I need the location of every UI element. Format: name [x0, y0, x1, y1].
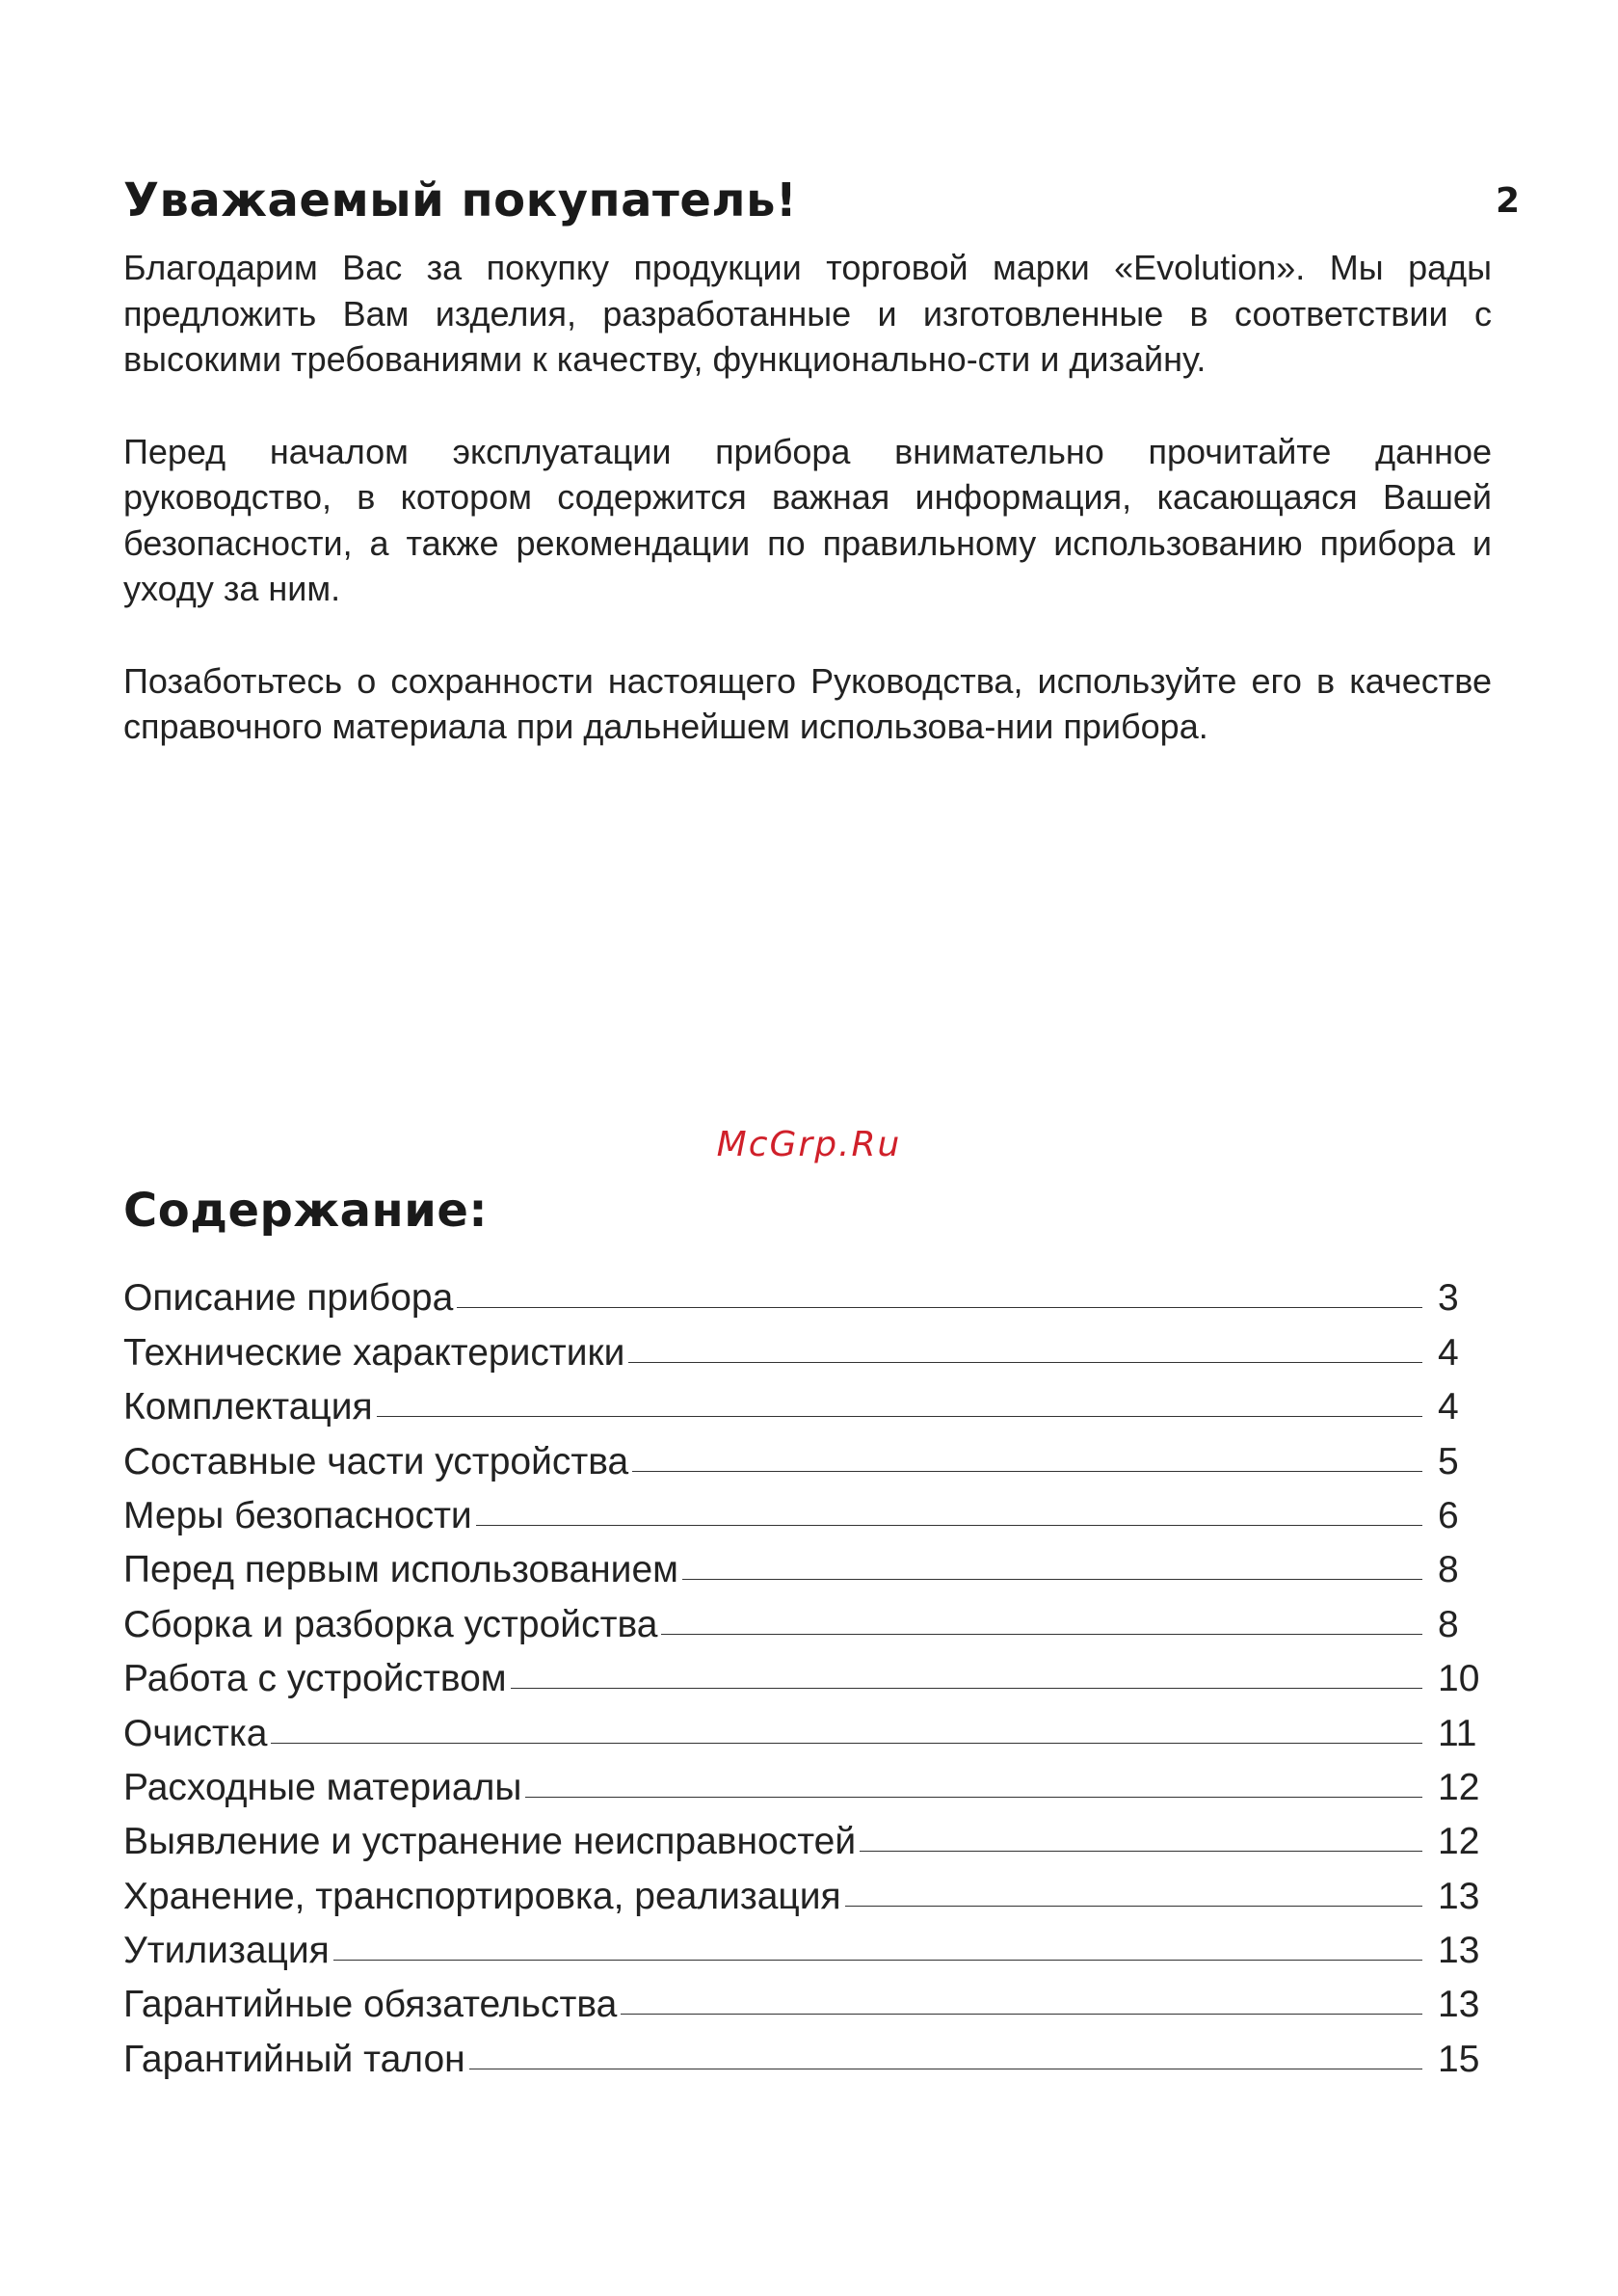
toc-item[interactable]	[123, 1483, 1496, 1537]
toc-item-label: Перед первым использованием	[123, 1549, 678, 1591]
watermark: McGrp.Ru	[716, 1125, 902, 1164]
toc-item-label: Комплектация	[123, 1386, 373, 1428]
toc-item-page: 11	[1438, 1712, 1477, 1754]
toc-leader-line	[333, 1960, 1422, 1961]
toc-leader-line	[661, 1634, 1422, 1635]
toc-item-page: 4	[1438, 1331, 1459, 1374]
greeting-title: Уважаемый покупатель!	[123, 174, 798, 227]
toc-item[interactable]	[123, 1266, 1496, 1320]
toc-item[interactable]	[123, 1755, 1496, 1809]
toc-item[interactable]	[123, 1972, 1496, 2026]
toc-leader-line	[476, 1525, 1422, 1526]
toc-leader-line	[525, 1797, 1422, 1798]
toc-item-label: Описание прибора	[123, 1277, 454, 1320]
intro-paragraph-1: Благодарим Вас за покупку продукции торговой марки «Evolution». Мы рады предложить Вам изделия, разработанные и изготовленные в соответствии с высокими требованиями к качеству, функционально-сти и дизайну.	[123, 248, 1492, 379]
toc-item[interactable]	[123, 2026, 1496, 2080]
toc-item-label: Хранение, транспортировка, реализация	[123, 1875, 841, 1917]
toc-item-page: 5	[1438, 1440, 1459, 1482]
toc-item-label: Гарантийные обязательства	[123, 1984, 618, 2026]
toc-item-label: Сборка и разборка устройства	[123, 1603, 658, 1645]
toc-item-label: Утилизация	[123, 1930, 330, 1972]
toc-item[interactable]	[123, 1863, 1496, 1917]
toc-item-page: 4	[1438, 1386, 1459, 1428]
toc-item[interactable]	[123, 1537, 1496, 1591]
toc-item[interactable]	[123, 1646, 1496, 1700]
toc-item-page: 13	[1438, 1875, 1480, 1917]
toc-item-label: Расходные материалы	[123, 1766, 522, 1808]
toc-item-page: 12	[1438, 1766, 1480, 1808]
toc-item[interactable]	[123, 1428, 1496, 1482]
toc-item-label: Выявление и устранение неисправностей	[123, 1821, 857, 1863]
intro-paragraph-2: Перед началом эксплуатации прибора внимательно прочитайте данное руководство, в котором содержится важная информация, касающаяся Вашей безопасности, а также рекомендации по правильному использованию прибора и уходу за ним.	[123, 431, 1492, 608]
toc-leader-line	[457, 1307, 1422, 1308]
toc-item[interactable]	[123, 1809, 1496, 1863]
toc-item-page: 3	[1438, 1277, 1459, 1320]
toc-item-page: 12	[1438, 1821, 1480, 1863]
toc-leader-line	[632, 1471, 1422, 1472]
toc-leader-line	[271, 1743, 1422, 1744]
toc-item-label: Работа с устройством	[123, 1658, 507, 1700]
toc-leader-line	[845, 1906, 1422, 1907]
toc-item[interactable]	[123, 1320, 1496, 1374]
toc-leader-line	[377, 1416, 1422, 1417]
toc-title: Содержание:	[123, 1184, 489, 1238]
page-number: 2	[1495, 181, 1520, 221]
toc-item-label: Технические характеристики	[123, 1331, 625, 1374]
toc-item-page: 8	[1438, 1603, 1459, 1645]
toc-leader-line	[511, 1688, 1422, 1689]
toc-leader-line	[621, 2014, 1422, 2015]
toc-item-page: 10	[1438, 1658, 1480, 1700]
toc-item-label: Гарантийный талон	[123, 2038, 465, 2080]
toc-leader-line	[860, 1851, 1422, 1852]
toc-item-page: 6	[1438, 1494, 1459, 1536]
toc-item[interactable]	[123, 1591, 1496, 1645]
toc-leader-line	[628, 1362, 1422, 1363]
intro-paragraph-3: Позаботьтесь о сохранности настоящего Руководства, используйте его в качестве справочного материала при дальнейшем использова-нии прибора.	[123, 660, 1492, 746]
toc-item-page: 15	[1438, 2038, 1480, 2080]
toc-item-page: 8	[1438, 1549, 1459, 1591]
toc-item[interactable]	[123, 1375, 1496, 1428]
toc-item[interactable]	[123, 1918, 1496, 1972]
toc-item-label: Составные части устройства	[123, 1440, 629, 1482]
intro-text	[123, 245, 1492, 796]
toc-item-page: 13	[1438, 1930, 1480, 1972]
toc-item-label: Очистка	[123, 1712, 268, 1754]
toc-item-label: Меры безопасности	[123, 1494, 472, 1536]
toc-item-page: 13	[1438, 1984, 1480, 2026]
toc-leader-line	[682, 1579, 1422, 1580]
table-of-contents	[123, 1266, 1496, 2081]
toc-item[interactable]	[123, 1700, 1496, 1754]
